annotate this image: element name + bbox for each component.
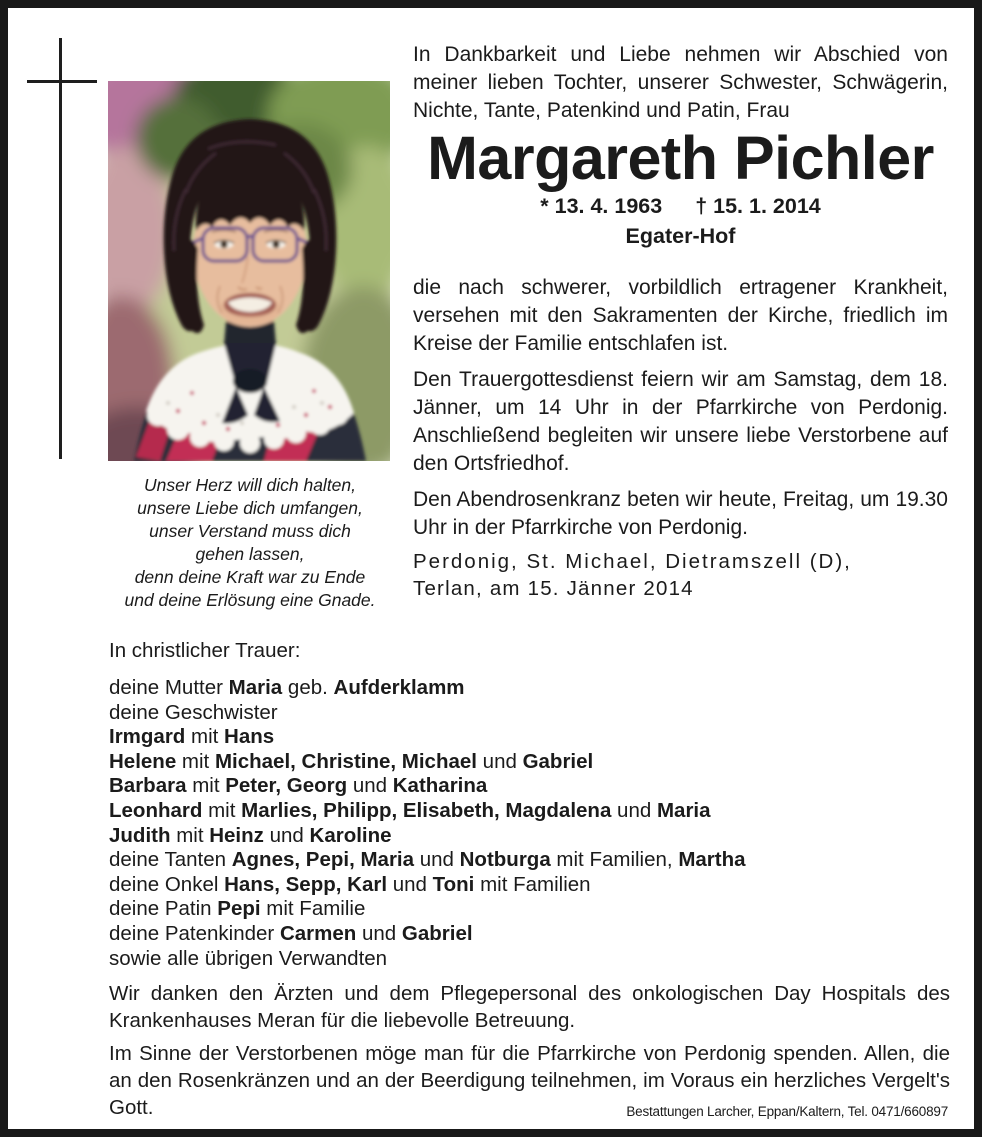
poem-line: denn deine Kraft war zu Ende [134,567,366,587]
mourner-line: deine Mutter Maria geb. Aufderklamm [109,676,465,699]
mourner-line: Helene mit Michael, Christine, Michael und Gabriel [109,749,594,773]
funeral-service-info: Den Trauergottesdienst feiern wir am Samstag, dem 18. Jänner, um 14 Uhr in der Pfarrkirche von Perdonig. Anschließend begleiten wir unsere liebe Verstorbene auf den Ortsfriedhof. [413,368,948,475]
portrait-photo [108,81,390,461]
cross-horizontal-bar [27,80,97,83]
portrait-photo-svg [108,81,390,461]
poem-line: Unser Herz will dich halten, [143,475,357,495]
cross-vertical-bar [59,38,62,459]
poem-line: unsere Liebe dich umfangen, [137,498,363,518]
birth-date: * 13. 4. 1963 [540,194,663,218]
mourner-line: Leonhard mit Marlies, Philipp, Elisabeth, Magdalena und Maria [109,798,711,822]
dateline-places: Perdonig, St. Michael, Dietramszell (D), [413,550,852,573]
mourner-line: deine Tanten Agnes, Pepi, Maria und Notburga mit Familien, Martha [109,848,746,872]
mourner-line: deine Patenkinder Carmen und Gabriel [109,921,473,945]
poem-line: und deine Erlösung eine Gnade. [124,590,376,610]
mourners-section [109,638,950,1122]
farm-name: Egater-Hof [625,224,736,248]
mourner-line: Judith mit Heinz und Karoline [109,823,392,847]
funeral-home-credit: Bestattungen Larcher, Eppan/Kaltern, Tel. 0471/660897 [626,1104,948,1119]
mourner-line: deine Patin Pepi mit Familie [109,897,366,921]
mourner-line: sowie alle übrigen Verwandten [109,946,388,970]
thanks-hospital: Wir danken den Ärzten und dem Pflegepersonal des onkologischen Day Hospitals des Krankenhauses Meran für die liebevolle Betreuung. [109,982,950,1033]
poem-line: gehen lassen, [195,544,305,564]
mourner-line: deine Geschwister [109,700,278,724]
mourners-heading: In christlicher Trauer: [109,639,301,662]
poem-line: unser Verstand muss dich [149,521,351,541]
death-date: † 15. 1. 2014 [695,194,821,218]
mourner-line: deine Onkel Hans, Sepp, Karl und Toni mit Familien [109,872,591,896]
announcement-column [413,41,948,602]
mourners-list [109,676,950,971]
memorial-poem [86,474,414,612]
intro-text: In Dankbarkeit und Liebe nehmen wir Abschied von meiner lieben Tochter, unserer Schwester, Schwägerin, Nichte, Tante, Patenkind und Patin, Frau [413,43,948,122]
death-circumstances: die nach schwerer, vorbildlich ertragener Krankheit, versehen mit den Sakramenten der Kirche, friedlich im Kreise der Familie entschlafen ist. [413,276,948,355]
thanks-donations: Im Sinne der Verstorbenen möge man für die Pfarrkirche von Perdonig spenden. Allen, die an den Rosenkränzen und an der Beerdigung teilnehmen, im Voraus ein herzliches Vergelt's Gott. [109,1041,950,1120]
place-dateline [413,548,948,602]
rosary-info: Den Abendrosenkranz beten wir heute, Freitag, um 19.30 Uhr in der Pfarrkirche von Perdonig. [413,488,948,539]
mourner-line: Barbara mit Peter, Georg und Katharina [109,774,488,798]
mourner-line: Irmgard mit Hans [109,725,275,749]
dateline-date: Terlan, am 15. Jänner 2014 [413,577,694,600]
life-dates [413,193,948,219]
deceased-name: Margareth Pichler [427,124,934,192]
